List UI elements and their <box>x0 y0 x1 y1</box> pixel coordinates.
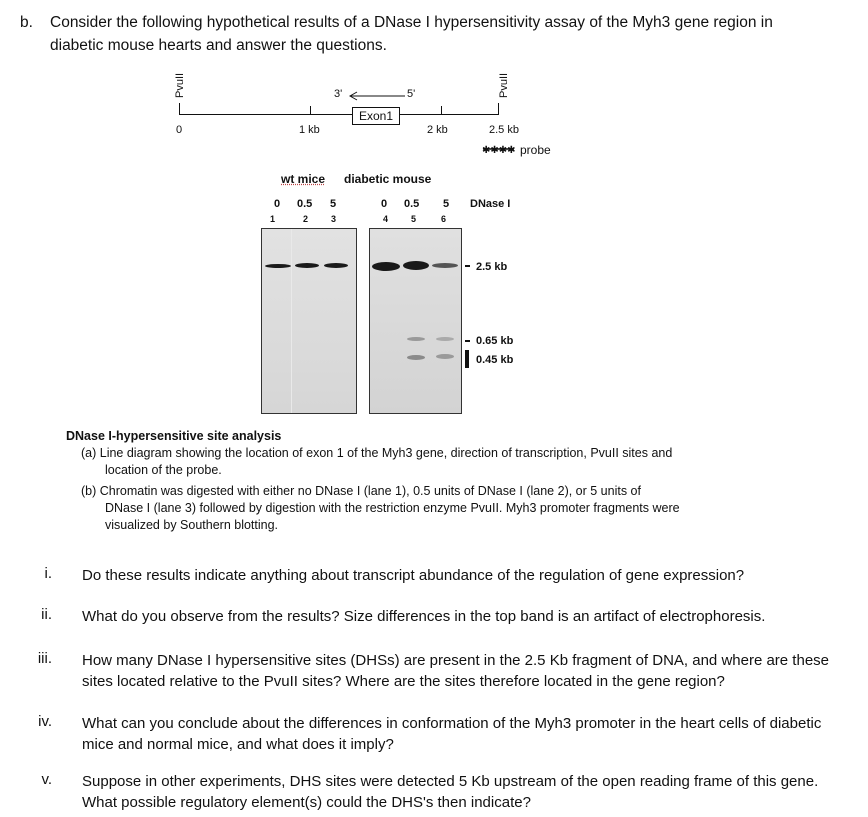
transcription-arrow-icon <box>348 91 406 101</box>
marker-065-label: 0.65 kb <box>476 335 514 347</box>
band-lane5-045 <box>407 355 425 360</box>
subq-i-num: i. <box>44 565 52 582</box>
lane-1: 1 <box>270 214 276 224</box>
caption-b-line3: visualized by Southern blotting. <box>105 518 279 532</box>
pos-25kb-label: 2.5 kb <box>489 124 519 136</box>
subq-iv-num: iv. <box>38 713 52 730</box>
marker-065-tick <box>465 340 470 342</box>
question-prompt-line1: Consider the following hypothetical results of a DNase I hypersensitivity assay of the Myh3 gene region in <box>50 14 773 31</box>
subq-iii-text: How many DNase I hypersensitive sites (DHSs) are present in the 2.5 Kb fragment of DNA, and where are these sites located relative to the PvuII sites? Where are the sites therefore located in the gene region? <box>82 652 830 690</box>
lane-6: 6 <box>441 214 447 224</box>
band-lane3-top <box>324 263 348 268</box>
three-prime-label: 3' <box>334 88 343 100</box>
band-lane5-top <box>403 261 429 270</box>
subq-v-num: v. <box>41 771 52 788</box>
lane-3: 3 <box>331 214 337 224</box>
lane-5: 5 <box>411 214 417 224</box>
pos-0-label: 0 <box>176 124 183 136</box>
band-lane6-045 <box>436 354 454 359</box>
subq-i-text: Do these results indicate anything about transcript abundance of the regulation of gene expression? <box>82 567 745 584</box>
dose-wt-1: 0 <box>274 198 281 210</box>
dose-diabetic-2: 0.5 <box>404 198 420 210</box>
marker-25-label: 2.5 kb <box>476 261 508 273</box>
dose-wt-3: 5 <box>330 198 337 210</box>
marker-25-tick <box>465 265 470 267</box>
subq-iv-text: What can you conclude about the differences in conformation of the Myh3 promoter in the heart cells of diabetic mice and normal mice, and what does it imply? <box>82 715 822 753</box>
subq-ii-text: What do you observe from the results? Size differences in the top band is an artifact of electrophoresis. <box>82 608 766 625</box>
band-lane6-065 <box>436 337 454 341</box>
five-prime-label: 5' <box>407 88 416 100</box>
subq-iii-num: iii. <box>37 650 52 667</box>
question-prompt-line2: diabetic mouse hearts and answer the questions. <box>50 37 387 54</box>
gel-wt <box>261 228 357 414</box>
tick-2kb <box>441 106 442 115</box>
dnase-label: DNase I <box>470 198 511 210</box>
dose-diabetic-3: 5 <box>443 198 450 210</box>
probe-label: probe <box>520 143 551 157</box>
band-lane5-065 <box>407 337 425 341</box>
pvull-right-label: PvuII <box>498 72 510 98</box>
group-wt-label: wt mice <box>281 172 326 186</box>
pos-1kb-label: 1 kb <box>299 124 320 136</box>
gene-line <box>179 114 499 115</box>
question-label: b. <box>20 14 33 31</box>
exon1-box: Exon1 <box>352 107 400 125</box>
probe-icon <box>482 144 516 154</box>
caption-b-line1: (b) Chromatin was digested with either no DNase I (lane 1), 0.5 units of DNase I (lane 2), or 5 units of <box>81 484 641 498</box>
band-lane2-top <box>295 263 319 268</box>
subq-v-text: Suppose in other experiments, DHS sites were detected 5 Kb upstream of the open reading frame of this gene. What possible regulatory element(s) could the DHS's then indicate? <box>82 773 819 811</box>
caption-title: DNase I-hypersensitive site analysis <box>66 429 282 443</box>
tick-0 <box>179 103 180 115</box>
lane-2: 2 <box>303 214 309 224</box>
gel-diabetic <box>369 228 462 414</box>
pvull-left-label: PvuII <box>174 72 186 98</box>
tick-1kb <box>310 106 311 115</box>
group-diabetic-label: diabetic mouse <box>344 172 432 186</box>
dose-wt-2: 0.5 <box>297 198 313 210</box>
caption-a-line2: location of the probe. <box>105 463 222 477</box>
marker-045-tick <box>465 350 469 368</box>
svg-text:✱✱✱✱: ✱✱✱✱ <box>482 145 516 154</box>
pos-2kb-label: 2 kb <box>427 124 448 136</box>
subq-ii-num: ii. <box>41 606 52 623</box>
marker-045-label: 0.45 kb <box>476 354 514 366</box>
band-lane6-top <box>432 263 458 268</box>
caption-b-line2: DNase I (lane 3) followed by digestion with the restriction enzyme PvuII. Myh3 promoter fragments were <box>105 501 680 515</box>
tick-25kb <box>498 103 499 115</box>
band-lane1-top <box>265 264 291 268</box>
lane-4: 4 <box>383 214 389 224</box>
dose-diabetic-1: 0 <box>381 198 388 210</box>
band-lane4-top <box>372 262 400 271</box>
caption-a-line1: (a) Line diagram showing the location of exon 1 of the Myh3 gene, direction of transcription, PvuII sites and <box>81 446 673 460</box>
